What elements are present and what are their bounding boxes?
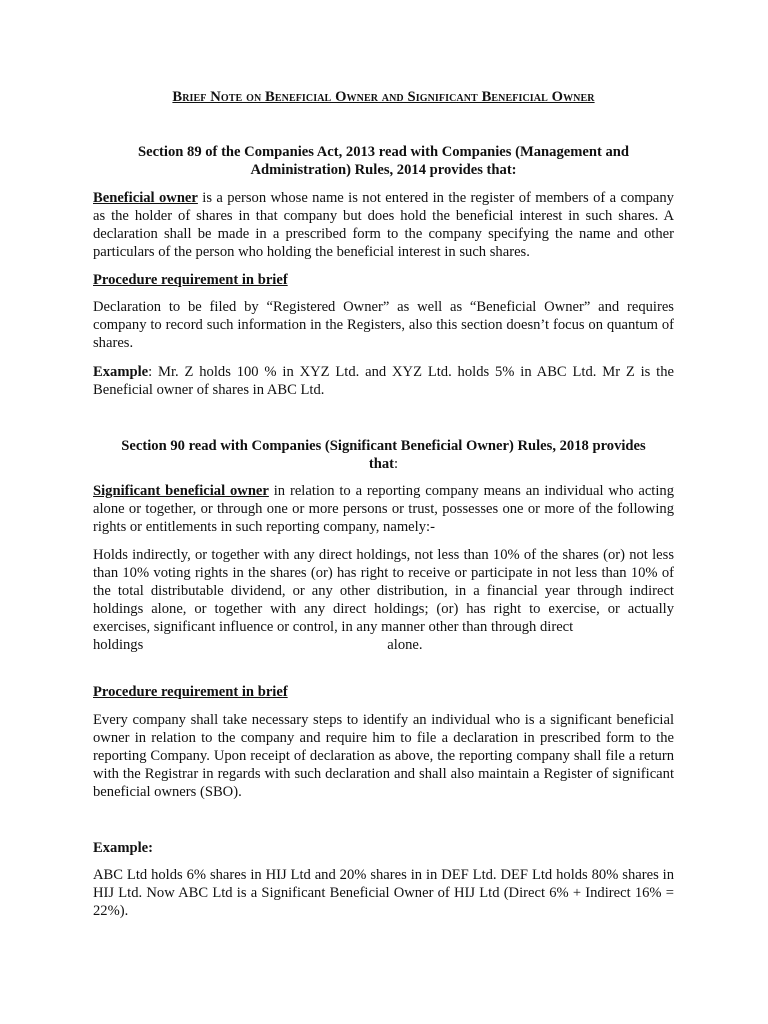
section-89-procedure-heading: Procedure requirement in brief <box>93 272 288 288</box>
sbo-text: in relation to a reporting company means an individual who acting alone or together, or through one or more persons or trust, possesses one or more of the following rights or entitlements in such reporting company, namely:- <box>93 483 675 535</box>
sbo-holdings-text <box>93 546 674 654</box>
section-89-heading-line1: Section 89 of the Companies Act, 2013 read with Companies (Management and <box>137 144 630 160</box>
section-89-example-label: Example <box>93 364 149 380</box>
section-89-heading <box>93 143 674 179</box>
section-90-procedure-heading: Procedure requirement in brief <box>93 684 288 700</box>
section-90-heading-colon: : <box>394 456 399 472</box>
document-title: Brief Note on Beneficial Owner and Significant Beneficial Owner <box>172 89 595 105</box>
beneficial-owner-text: is a person whose name is not entered in the register of members of a company as the holder of shares in that company but does hold the beneficial interest in such shares. A declaration shall be made in a prescribed form to the company specifying the name and other particulars of the person who holding the beneficial interest in such shares. <box>93 190 674 260</box>
sbo-holdings-word1: holdings <box>93 637 144 653</box>
sbo-holdings-body: Holds indirectly, or together with any direct holdings, not less than 10% of the shares (or) not less than 10% voting rights in the shares (or) has right to receive or participate in not less than 10% of the total distributable dividend, or any other distribution, in a financial year through indirect holdings alone, or together with any direct holdings; (or) has right to exercise, or actually exercises, significant influence or control, in any manner other than through direct <box>93 547 674 635</box>
beneficial-owner-definition <box>93 189 674 261</box>
section-90-heading-line2: that <box>368 456 395 472</box>
sbo-definition <box>93 482 674 536</box>
section-90-example-text: ABC Ltd holds 6% shares in HIJ Ltd and 20% shares in in DEF Ltd. DEF Ltd holds 80% shares in HIJ Ltd. Now ABC Ltd is a Significant Beneficial Owner of HIJ Ltd (Direct 6% + Indirect 16% = 22%). <box>93 867 674 919</box>
section-89-procedure-text: Declaration to be filed by “Registered Owner” as well as “Beneficial Owner” and requires company to record such information in the Registers, also this section doesn’t focus on quantum of shares. <box>93 299 674 351</box>
beneficial-owner-term: Beneficial owner <box>93 190 198 206</box>
sbo-holdings-word2: alone. <box>387 637 423 653</box>
section-90-heading-line1: Section 90 read with Companies (Significant Beneficial Owner) Rules, 2018 provides <box>121 438 646 454</box>
section-90-heading <box>93 437 674 473</box>
section-89-example-text: : Mr. Z holds 100 % in XYZ Ltd. and XYZ Ltd. holds 5% in ABC Ltd. Mr Z is the Beneficial owner of shares in ABC Ltd. <box>93 364 674 398</box>
section-90-example-label: Example: <box>93 840 153 856</box>
sbo-term: Significant beneficial owner <box>93 483 269 499</box>
section-90-procedure-text: Every company shall take necessary steps to identify an individual who is a significant beneficial owner in relation to the company and require him to file a declaration in prescribed form to the reporting Company. Upon receipt of declaration as above, the reporting company shall file a return with the Registrar in regards with such declaration and shall also maintain a Register of significant beneficial owners (SBO). <box>93 712 674 800</box>
section-89-heading-line2: Administration) Rules, 2014 provides that: <box>250 162 517 178</box>
section-89-example <box>93 363 674 399</box>
